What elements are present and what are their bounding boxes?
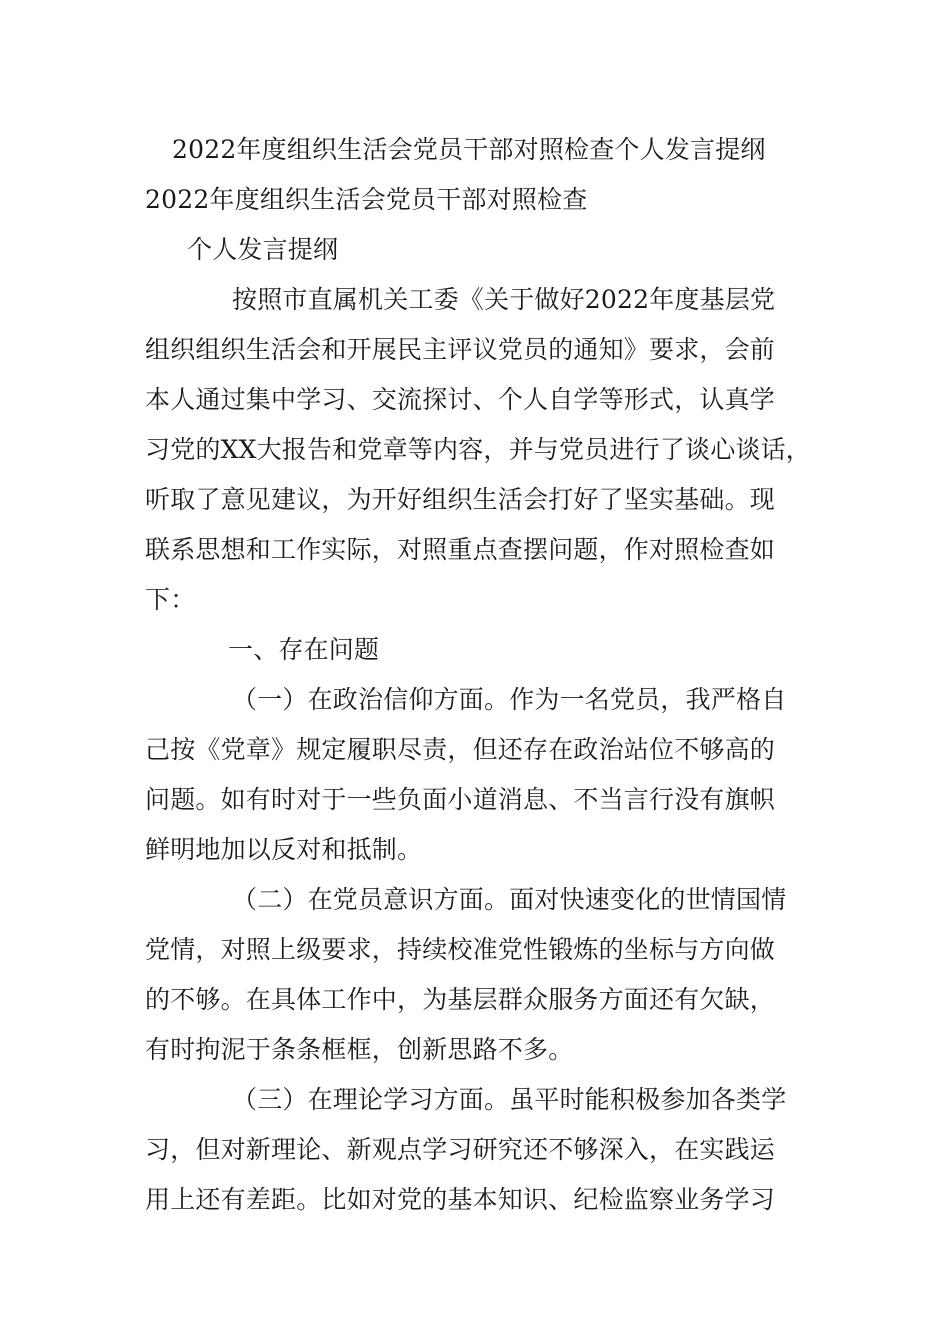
paragraph-item-1-line-4: 鲜明地加以反对和抵制。: [145, 835, 423, 864]
paragraph-item-1-line-2: 己按《党章》规定履职尽责，但还存在政治站位不够高的: [145, 735, 776, 764]
document-title: 2022年度组织生活会党员干部对照检查个人发言提纲: [172, 135, 766, 164]
paragraph-item-2-line-3: 的不够。在具体工作中，为基层群众服务方面还有欠缺，: [145, 985, 776, 1014]
paragraph-intro-line-2: 组织组织生活会和开展民主评议党员的通知》要求，会前: [145, 335, 776, 364]
paragraph-intro-line-5: 听取了意见建议，为开好组织生活会打好了坚实基础。现: [145, 485, 776, 514]
paragraph-intro-line-4: 习党的XX大报告和党章等内容，并与党员进行了谈心谈话，: [145, 435, 811, 464]
paragraph-item-2-line-4: 有时拘泥于条条框框，创新思路不多。: [145, 1035, 574, 1064]
paragraph-intro-line-1: 按照市直属机关工委《关于做好2022年度基层党: [232, 285, 776, 314]
paragraph-item-1-line-3: 问题。如有时对于一些负面小道消息、不当言行没有旗帜: [145, 785, 776, 814]
paragraph-intro-line-3: 本人通过集中学习、交流探讨、个人自学等形式，认真学: [145, 385, 776, 414]
paragraph-item-3-line-1: （三）在理论学习方面。虽平时能积极参加各类学: [232, 1085, 787, 1114]
paragraph-item-3-line-2: 习，但对新理论、新观点学习研究还不够深入，在实践运: [145, 1135, 776, 1164]
paragraph-item-3-line-3: 用上还有差距。比如对党的基本知识、纪检监察业务学习: [145, 1185, 776, 1214]
paragraph-intro-line-6: 联系思想和工作实际，对照重点查摆问题，作对照检查如: [145, 535, 776, 564]
paragraph-item-1-line-1: （一）在政治信仰方面。作为一名党员，我严格自: [232, 685, 787, 714]
document-subtitle-line-2: 个人发言提纲: [187, 235, 339, 264]
section-heading: 一、存在问题: [228, 635, 380, 664]
paragraph-item-2-line-1: （二）在党员意识方面。面对快速变化的世情国情: [232, 885, 787, 914]
document-subtitle-line-1: 2022年度组织生活会党员干部对照检查: [145, 185, 588, 214]
paragraph-item-2-line-2: 党情，对照上级要求，持续校准党性锻炼的坐标与方向做: [145, 935, 776, 964]
paragraph-intro-line-7: 下：: [145, 585, 196, 614]
